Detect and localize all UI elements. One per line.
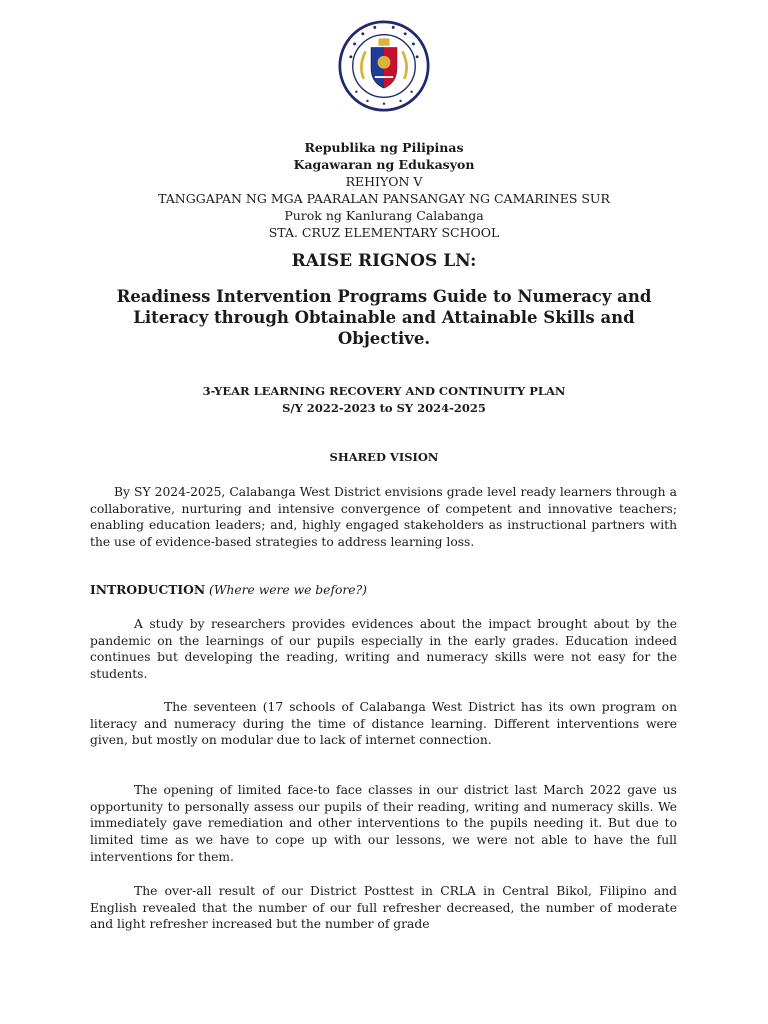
school-name: STA. CRUZ ELEMENTARY SCHOOL <box>268 225 500 240</box>
shared-vision-paragraph: By SY 2024-2025, Calabanga West District envisions grade level ready learners through a collaborative, nurturing and intensive convergence of competent and innovative teachers; enabling education leaders; and, highly engaged stakeholders as instructional partners with the use of evidence-based strategies to address learning loss. <box>90 485 677 550</box>
department-name: Kagawaran ng Edukasyon <box>293 157 475 172</box>
plan-title-line: 3-YEAR LEARNING RECOVERY AND CONTINUITY PLAN <box>202 384 566 398</box>
region-name: REHIYON V <box>345 174 423 189</box>
letterhead <box>0 139 768 241</box>
introduction-heading <box>90 582 367 597</box>
introduction-paragraph: A study by researchers provides evidences about the impact brought about by the pandemic on the learnings of our pupils especially in the early grades. Education indeed continues but developing the reading, writing and numeracy skills were not easy for the students. <box>90 617 677 682</box>
district-name: Purok ng Kanlurang Calabanga <box>284 208 484 223</box>
introduction-paragraph: The over-all result of our District Posttest in CRLA in Central Bikol, Filipino and English revealed that the number of our full refresher decreased, the number of moderate and light refresher increased but the number of grade <box>90 884 677 932</box>
division-office: TANGGAPAN NG MGA PAARALAN PANSANGAY NG CAMARINES SUR <box>158 191 610 206</box>
program-acronym: RAISE RIGNOS LN: <box>291 251 477 271</box>
introduction-subtitle: (Where were we before?) <box>209 583 367 597</box>
deped-seal-logo <box>338 20 430 112</box>
introduction-paragraph: The opening of limited face-to face classes in our district last March 2022 gave us opportunity to personally assess our pupils of their reading, writing and numeracy skills. We immediately gave remediation and other interventions to the pupils needing it. But due to limited time as we have to cope up with our lessons, we were not able to have the full interventions for them. <box>90 783 677 864</box>
shared-vision-heading: SHARED VISION <box>329 450 439 464</box>
introduction-title: INTRODUCTION <box>90 582 206 597</box>
introduction-paragraph: The seventeen (17 schools of Calabanga West District has its own program on literacy and numeracy during the time of distance learning. Different interventions were given, but mostly on modular due to lack of internet connection. <box>90 700 677 748</box>
plan-title <box>0 383 768 417</box>
program-title: Readiness Intervention Programs Guide to Numeracy and Literacy through Obtainable and Attainable Skills and Objective. <box>116 287 652 348</box>
country-name: Republika ng Pilipinas <box>304 140 464 155</box>
plan-years: S/Y 2022-2023 to SY 2024-2025 <box>282 401 486 415</box>
